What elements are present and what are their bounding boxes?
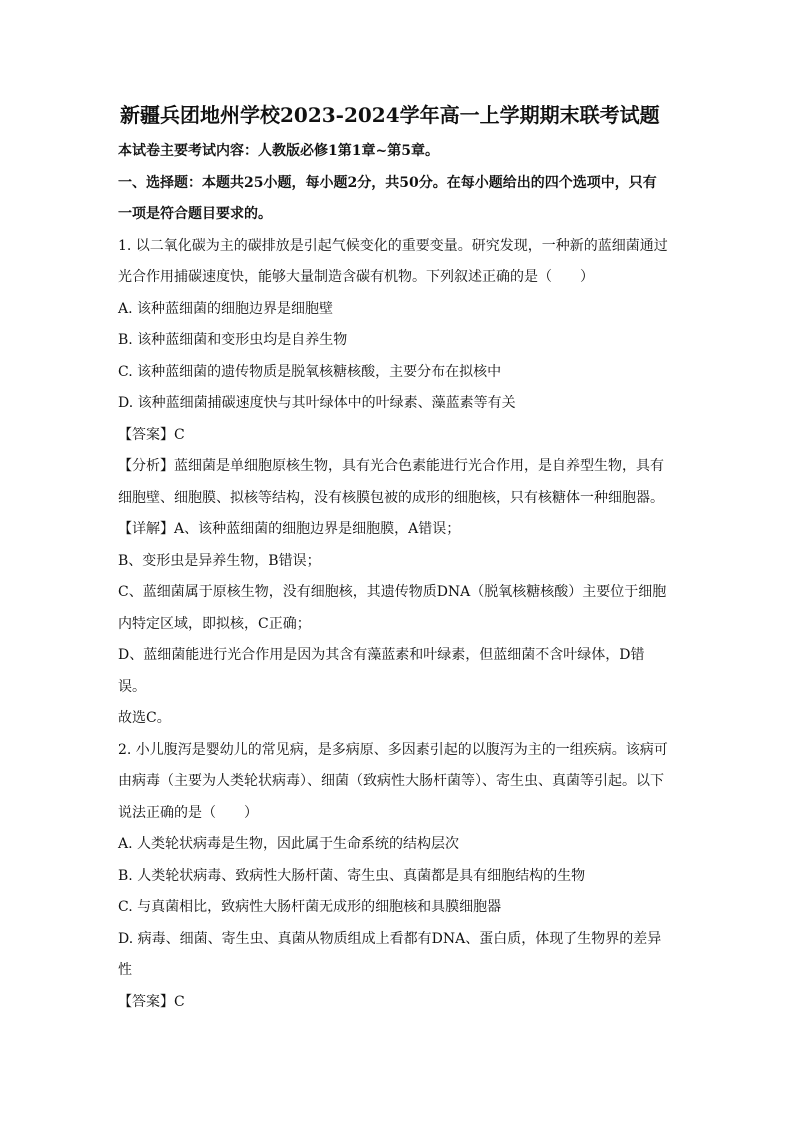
text-line: B. 人类轮状病毒、致病性大肠杆菌、寄生虫、真菌都是具有细胞结构的生物: [118, 867, 586, 884]
text-line: 性: [118, 962, 132, 978]
text-line: 由病毒（主要为人类轮状病毒）、细菌（致病性大肠杆菌等）、寄生虫、真菌等引起。以下: [118, 773, 664, 789]
text-line: 一项是符合题目要求的。: [118, 206, 272, 222]
text-line: 故选C。: [118, 710, 171, 726]
text-line: D、蓝细菌能进行光合作用是因为其含有藻蓝素和叶绿素，但蓝细菌不含叶绿体，D错: [118, 647, 645, 663]
text-line: 内特定区域，即拟核，C正确；: [118, 615, 311, 632]
document-body: [118, 136, 678, 1018]
text-line: 【答案】C: [118, 993, 185, 1010]
text-line: 光合作用捕碳速度快，能够大量制造含碳有机物。下列叙述正确的是（ ）: [118, 269, 594, 285]
text-line: A. 该种蓝细菌的细胞边界是细胞壁: [118, 300, 334, 317]
text-line: 【分析】蓝细菌是单细胞原核生物，具有光合色素能进行光合作用，是自养型生物，具有: [118, 458, 664, 474]
text-line: 一、选择题：本题共25小题，每小题2分，共50分。在每小题给出的四个选项中，只有: [118, 174, 657, 191]
text-line: 【答案】C: [118, 426, 185, 443]
text-line: D. 病毒、细菌、寄生虫、真菌从物质组成上看都有DNA、蛋白质，体现了生物界的差异: [118, 930, 662, 947]
text-line: 误。: [118, 678, 146, 695]
text-line: C. 该种蓝细菌的遗传物质是脱氧核糖核酸，主要分布在拟核中: [118, 363, 502, 380]
text-line: B. 该种蓝细菌和变形虫均是自养生物: [118, 332, 348, 348]
text-line: 2. 小儿腹泻是婴幼儿的常见病，是多病原、多因素引起的以腹泻为主的一组疾病。该病可: [118, 741, 668, 758]
text-line: 说法正确的是（ ）: [118, 804, 258, 821]
text-line: C. 与真菌相比，致病性大肠杆菌无成形的细胞核和具膜细胞器: [118, 899, 502, 915]
document-title: 新疆兵团地州学校2023-2024学年高一上学期期末联考试题: [120, 103, 660, 127]
text-line: 本试卷主要考试内容：人教版必修1第1章~第5章。: [118, 143, 439, 159]
document-content: [118, 100, 678, 1018]
text-line: 【详解】A、该种蓝细菌的细胞边界是细胞膜，A错误；: [118, 521, 461, 537]
text-line: 细胞壁、细胞膜、拟核等结构，没有核膜包被的成形的细胞核，只有核糖体一种细胞器。: [118, 489, 664, 506]
text-line: D. 该种蓝细菌捕碳速度快与其叶绿体中的叶绿素、藻蓝素等有关: [118, 395, 516, 411]
text-line: 1. 以二氧化碳为主的碳排放是引起气候变化的重要变量。研究发现，一种新的蓝细菌通过: [118, 237, 668, 254]
text-line: B、变形虫是异养生物，B错误；: [118, 552, 321, 569]
text-line: C、蓝细菌属于原核生物，没有细胞核，其遗传物质DNA（脱氧核糖核酸）主要位于细胞: [118, 584, 667, 600]
text-line: A. 人类轮状病毒是生物，因此属于生命系统的结构层次: [118, 836, 460, 852]
